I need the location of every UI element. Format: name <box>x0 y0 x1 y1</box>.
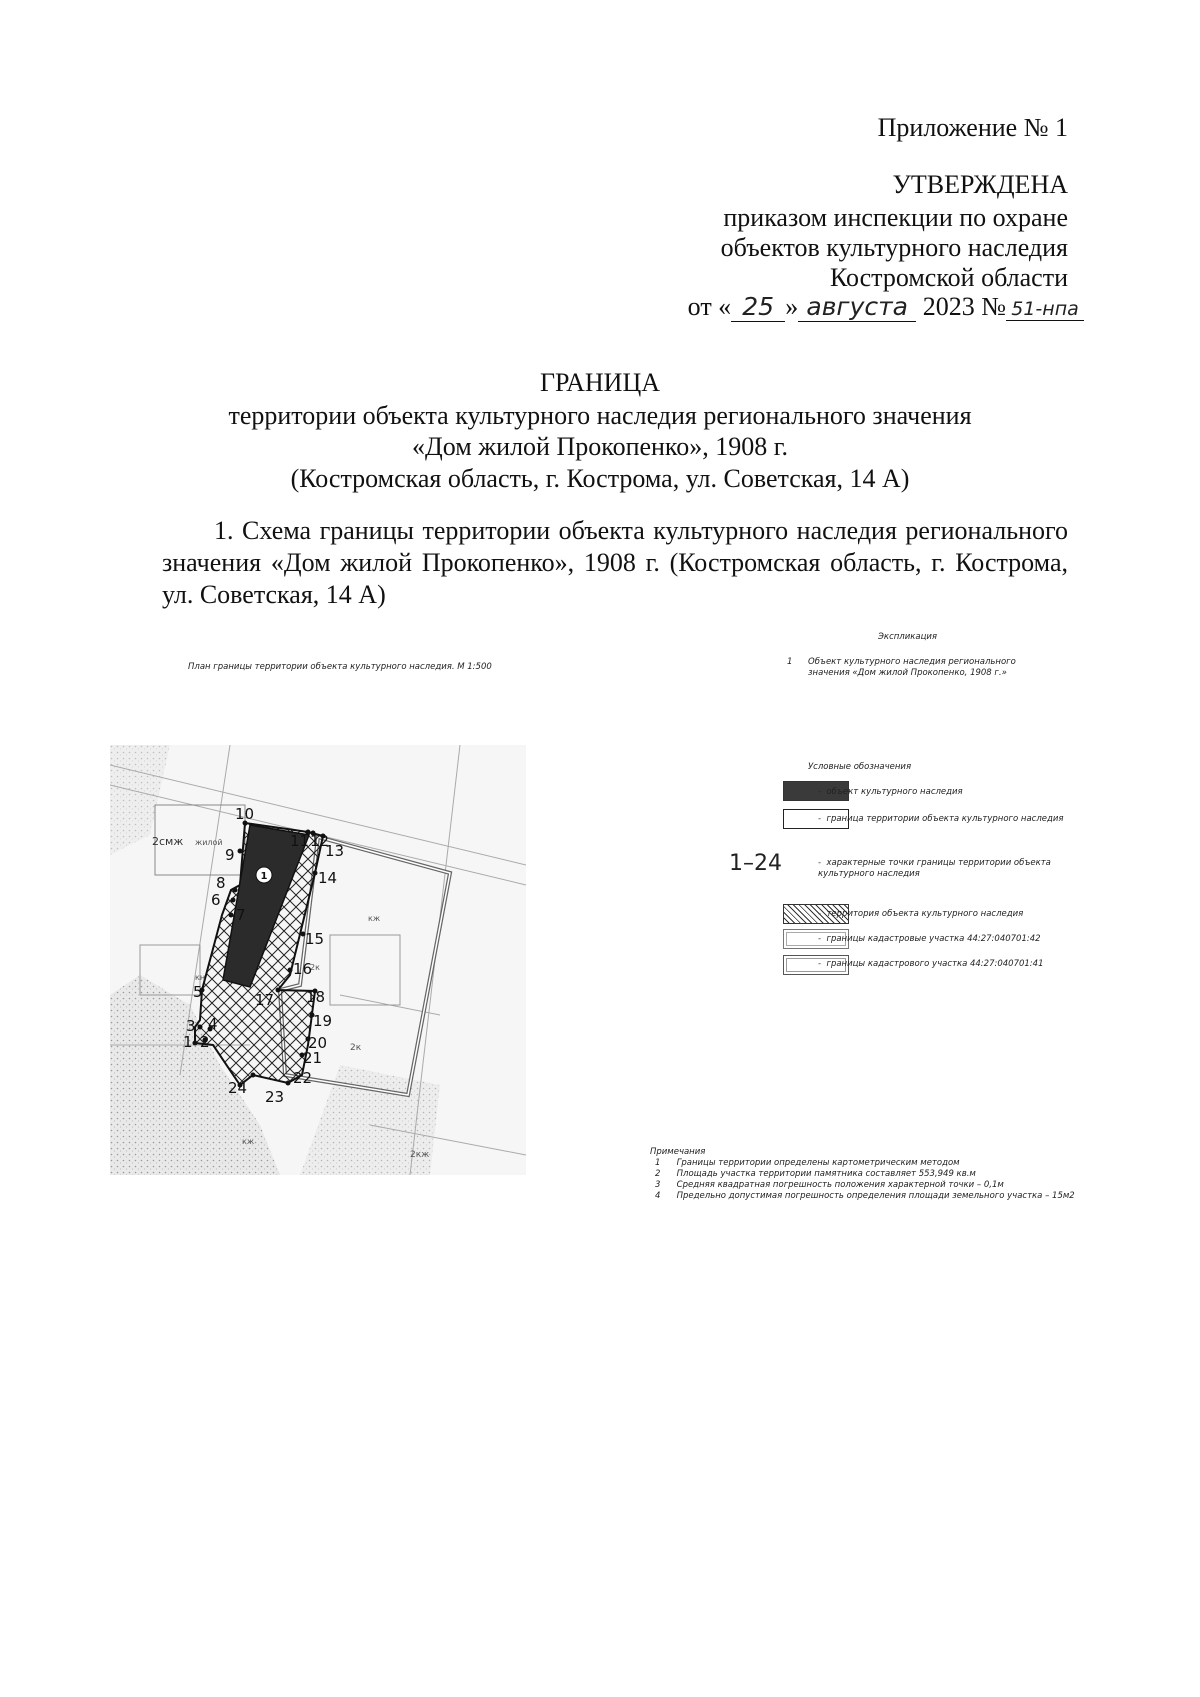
approved-label: УТВЕРЖДЕНА <box>892 170 1068 199</box>
boundary-plan-map <box>110 745 526 1175</box>
point-label-5: 5 <box>193 983 203 1001</box>
point-label-21: 21 <box>303 1049 323 1067</box>
map-label-2: кж <box>368 914 381 923</box>
notes-list <box>655 1158 1075 1202</box>
approval-line-2: объектов культурного наследия <box>720 233 1068 262</box>
point-label-2: 2 <box>200 1033 210 1051</box>
title-line-3: (Костромская область, г. Кострома, ул. Советская, 14 А) <box>290 464 910 493</box>
map-label-7: кж <box>242 1137 255 1146</box>
legend-text-cadastral-42: - границы кадастровые участка 44:27:040701:42 <box>818 934 1041 944</box>
point-label-22: 22 <box>293 1069 313 1087</box>
point-label-16: 16 <box>293 960 313 978</box>
point-label-9: 9 <box>225 846 235 864</box>
date-day: 25 <box>731 292 785 322</box>
map-label-3: 2к <box>350 1043 362 1053</box>
map-label-4: 2кж <box>410 1150 430 1160</box>
order-date-line <box>688 292 1084 322</box>
legend-text-object: - объект культурного наследия <box>818 787 963 797</box>
date-prefix: от « <box>687 292 732 321</box>
approval-line-3: Костромской области <box>829 263 1068 292</box>
point-label-8: 8 <box>216 874 226 892</box>
title-line-2: «Дом жилой Прокопенко», 1908 г. <box>412 432 788 461</box>
point-label-18: 18 <box>306 988 326 1006</box>
legend-text-points: - характерные точки границы территории объекта культурного наследия <box>818 858 1051 879</box>
point-label-6: 6 <box>211 891 221 909</box>
point-label-14: 14 <box>318 869 338 887</box>
date-year: 2023 № <box>922 292 1006 321</box>
map-label-1: жилой <box>195 838 223 847</box>
notes-title: Примечания <box>650 1147 706 1157</box>
point-label-17: 17 <box>255 991 275 1009</box>
point-label-20: 20 <box>308 1034 328 1052</box>
point-label-4: 4 <box>208 1015 218 1033</box>
point-label-23: 23 <box>265 1088 285 1106</box>
note-item-4: 4 Предельно допустимая погрешность определения площади земельного участка – 15м2 <box>655 1191 1075 1201</box>
title-line-1: территории объекта культурного наследия регионального значения <box>228 401 972 430</box>
legend-text-territory: - территория объекта культурного наследия <box>818 909 1024 919</box>
explication-title: Экспликация <box>878 632 938 642</box>
document-heading: ГРАНИЦА <box>539 368 661 397</box>
approval-line-1: приказом инспекции по охране <box>723 203 1068 232</box>
point-label-10: 10 <box>235 805 255 823</box>
point-label-15: 15 <box>305 930 325 948</box>
order-number: 51-нпа <box>1006 298 1084 321</box>
note-item-3: 3 Средняя квадратная погрешность положения характерной точки – 0,1м <box>655 1180 1004 1190</box>
point-label-1: 1 <box>183 1033 193 1051</box>
plan-title: План границы территории объекта культурного наследия. М 1:500 <box>188 662 492 672</box>
map-label-5: 2к <box>310 963 320 972</box>
map-label-0: 2смж <box>152 835 184 848</box>
point-label-3: 3 <box>186 1017 196 1035</box>
note-item-1: 1 Границы территории определены картометрическим методом <box>655 1158 960 1168</box>
section-1-text: 1. Схема границы территории объекта культурного наследия регионального значения «Дом жилой Прокопенко», 1908 г. (Костромская область, г. Кострома, ул. Советская, 14 А) <box>162 516 1068 609</box>
legend-symbol-points: 1–24 <box>729 851 782 876</box>
object-label: 1 <box>260 871 268 882</box>
legend-text-boundary: - граница территории объекта культурного наследия <box>818 814 1064 824</box>
explication-text: Объект культурного наследия регионального значения «Дом жилой Прокопенко, 1908 г.» <box>808 657 1016 678</box>
note-item-2: 2 Площадь участка территории памятника составляет 553,949 кв.м <box>655 1169 976 1179</box>
map-label-6: кн <box>195 973 206 982</box>
point-label-19: 19 <box>313 1012 333 1030</box>
appendix-number: Приложение № 1 <box>877 113 1068 142</box>
legend-text-cadastral-41: - границы кадастрового участка 44:27:040701:41 <box>818 959 1044 969</box>
legend-title: Условные обозначения <box>808 762 912 772</box>
date-month: августа <box>798 292 916 322</box>
date-mid: » <box>785 292 799 321</box>
point-label-12: 12 <box>310 832 330 850</box>
point-label-11: 11 <box>290 832 310 850</box>
point-label-7: 7 <box>236 906 246 924</box>
point-label-24: 24 <box>228 1079 248 1097</box>
point-label-13: 13 <box>325 842 345 860</box>
explication-number: 1 <box>787 657 793 667</box>
